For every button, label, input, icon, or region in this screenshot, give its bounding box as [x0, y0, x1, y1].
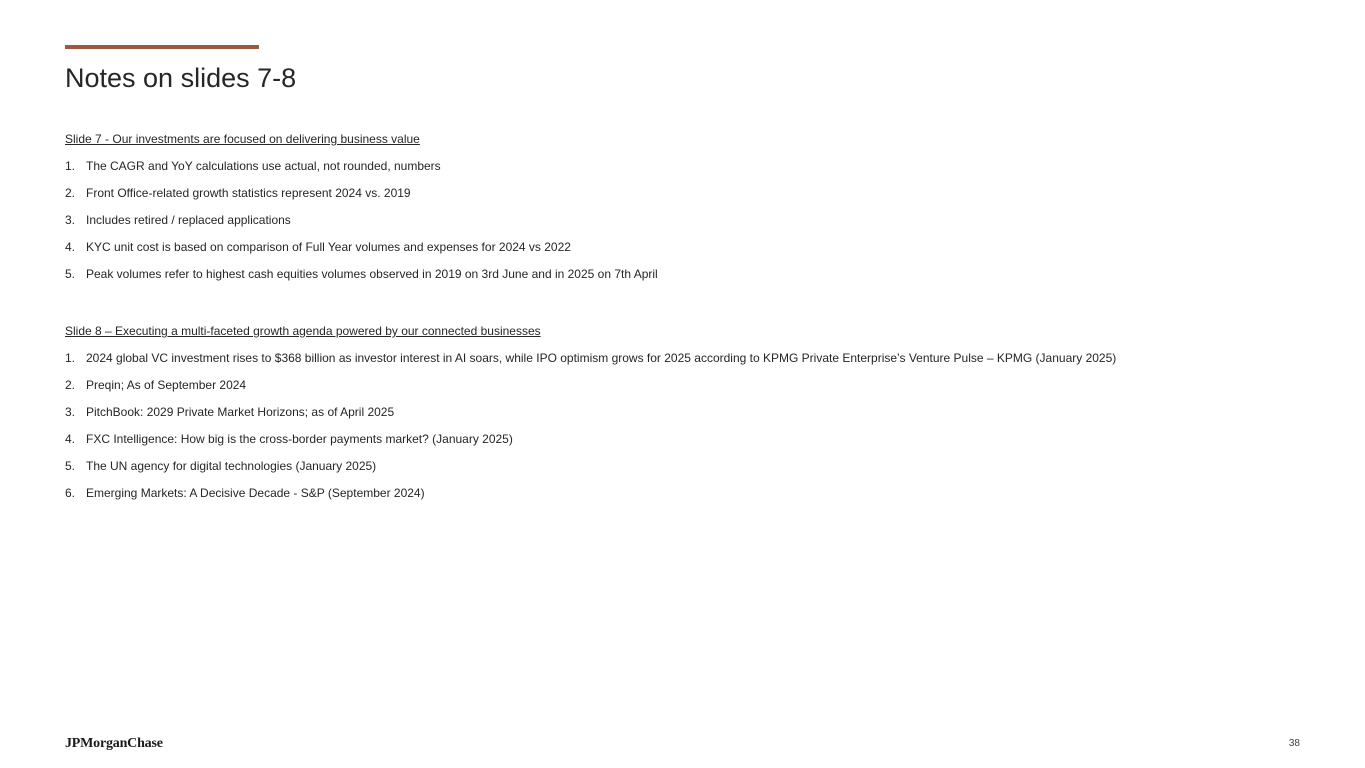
list-item: [65, 239, 1295, 255]
item-text: Includes retired / replaced applications: [86, 213, 291, 227]
slide-8-notes-section: [65, 323, 1295, 512]
list-item: [65, 185, 1295, 201]
item-text: The CAGR and YoY calculations use actual, not rounded, numbers: [86, 159, 441, 173]
list-item: [65, 485, 1295, 501]
note-list: [65, 350, 1295, 501]
note-list: [65, 158, 1295, 282]
list-item: [65, 158, 1295, 174]
item-text: Front Office-related growth statistics represent 2024 vs. 2019: [86, 186, 411, 200]
item-number: 1.: [65, 351, 76, 365]
item-number: 5.: [65, 459, 76, 473]
item-number: 5.: [65, 267, 76, 281]
item-number: 2.: [65, 378, 76, 392]
list-item: [65, 404, 1295, 420]
item-number: 2.: [65, 186, 76, 200]
item-text: The UN agency for digital technologies (January 2025): [86, 459, 377, 473]
list-item: [65, 377, 1295, 393]
page-number: 38: [1288, 738, 1300, 749]
item-number: 4.: [65, 240, 76, 254]
section-heading: Slide 8 – Executing a multi-faceted growth agenda powered by our connected businesses: [65, 324, 541, 338]
list-item: [65, 431, 1295, 447]
item-text: KYC unit cost is based on comparison of Full Year volumes and expenses for 2024 vs 2022: [86, 240, 571, 254]
item-number: 3.: [65, 405, 76, 419]
item-text: Preqin; As of September 2024: [86, 378, 247, 392]
list-item: [65, 212, 1295, 228]
section-heading: Slide 7 - Our investments are focused on delivering business value: [65, 132, 420, 146]
item-number: 4.: [65, 432, 76, 446]
list-item: [65, 458, 1295, 474]
item-text: 2024 global VC investment rises to $368 billion as investor interest in AI soars, while IPO optimism grows for 2025 according to KPMG Private Enterprise’s Venture Pulse – KPMG (January 2025): [86, 351, 1117, 365]
item-number: 1.: [65, 159, 76, 173]
page-title: Notes on slides 7-8: [65, 63, 297, 93]
company-logo: JPMorganChase: [65, 736, 163, 751]
list-item: [65, 266, 1295, 282]
list-item: [65, 350, 1295, 366]
item-text: PitchBook: 2029 Private Market Horizons; as of April 2025: [86, 405, 395, 419]
item-number: 6.: [65, 486, 76, 500]
title-accent-bar: [65, 45, 259, 49]
item-text: FXC Intelligence: How big is the cross-border payments market? (January 2025): [86, 432, 513, 446]
item-text: Peak volumes refer to highest cash equities volumes observed in 2019 on 3rd June and in 2025 on 7th April: [86, 267, 658, 281]
item-text: Emerging Markets: A Decisive Decade - S&P (September 2024): [86, 486, 425, 500]
slide-7-notes-section: [65, 131, 1295, 293]
item-number: 3.: [65, 213, 76, 227]
